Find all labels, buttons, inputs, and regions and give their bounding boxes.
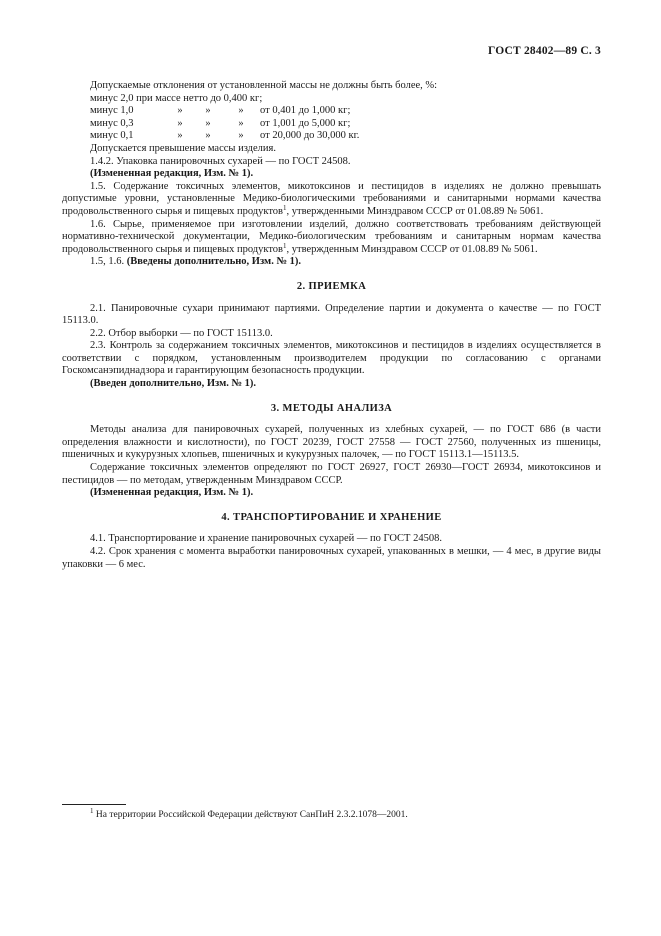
section-heading-acceptance: 2. ПРИЕМКА	[296, 280, 367, 292]
footnote	[90, 809, 408, 822]
clause-1-5: 1.5. Содержание токсичных элементов, микотоксинов и пестицидов в изделиях не должно превышать допустимые уровни, установленные Медико-биологическими требованиями и санитарными нормами качества продовольственного сырья и пищевых продуктов$^1$, утвержденными Минздравом СССР от 01.08.89 № 5061.	[62, 180, 601, 217]
tolerance-label: минус 0,3	[90, 117, 134, 129]
ditto-mark: »	[177, 117, 183, 129]
footnote-text: На территории Российской Федерации действуют СанПиН 2.3.2.1078—2001.	[93, 810, 408, 820]
tolerance-row	[62, 105, 601, 118]
footnote-mark: 1	[90, 807, 94, 815]
tolerance-range: от 0,401 до 1,000 кг;	[260, 105, 351, 117]
clause-1-6: 1.6. Сырье, применяемое при изготовлении изделий, должно соответствовать требованиям действующей нормативно-технической документации, Медико-биологическим требованиям и санитарным нормам качества продовольственного сырья и пищевых продуктов$^1$, утвержденным Минздравом СССР от 01.08.89 № 5061.	[62, 218, 601, 255]
ditto-mark: »	[205, 105, 211, 117]
excess-note: Допускается превышение массы изделия.	[90, 142, 276, 154]
page-header: ГОСТ 28402—89 С. 3	[488, 45, 601, 57]
tolerance-label: минус 1,0	[90, 105, 134, 117]
clause-2-2: 2.2. Отбор выборки — по ГОСТ 15113.0.	[90, 327, 273, 339]
document-body	[62, 80, 601, 571]
methods-paragraph: Методы анализа для панировочных сухарей, полученных из хлебных сухарей, — по ГОСТ 686 (в части определения влажности и кислотности), по ГОСТ 20239, ГОСТ 27558 — ГОСТ 27560, полученных из пшеницы, пшеничных и кукурузных хлопьев, пшеничных и кукурузных палочек, — по ГОСТ 15113.1—15113.5.	[62, 424, 601, 461]
tolerance-label: минус 0,1	[90, 130, 134, 142]
edit-note: (Введен дополнительно, Изм. № 1).	[90, 378, 257, 390]
tolerance-range: от 20,000 до 30,000 кг.	[260, 130, 360, 142]
ditto-mark: »	[205, 117, 211, 129]
tolerance-row	[62, 130, 601, 143]
edit-note: (Измененная редакция, Изм. № 1).	[90, 487, 254, 499]
tolerance-range: от 1,001 до 5,000 кг;	[260, 117, 351, 129]
footnote-ref: 1	[283, 203, 287, 212]
section-heading-transport: 4. ТРАНСПОРТИРОВАНИЕ И ХРАНЕНИЕ	[221, 511, 442, 523]
tolerance-first: минус 2,0 при массе нетто до 0,400 кг;	[90, 92, 263, 104]
ditto-mark: »	[238, 130, 244, 142]
clause-2-3: 2.3. Контроль за содержанием токсичных элементов, микотоксинов и пестицидов в изделиях осуществляется в соответствии с порядком, установленным производителем продукции по согласованию с органами Госкомсанэпиднадзора и гарантирующим безопасность продукции.	[62, 340, 601, 377]
tolerance-intro: Допускаемые отклонения от установленной массы не должны быть более, %:	[90, 80, 438, 91]
ditto-mark: »	[238, 117, 244, 129]
edit-note: (Измененная редакция, Изм. № 1).	[90, 168, 254, 180]
clause-4-2: 4.2. Срок хранения с момента выработки панировочных сухарей, упакованных в мешки, — 4 мес, в другие виды упаковки — 6 мес.	[62, 546, 601, 570]
clause-1-4-2: 1.4.2. Упаковка панировочных сухарей — по ГОСТ 24508.	[90, 155, 351, 167]
section-heading-methods: 3. МЕТОДЫ АНАЛИЗА	[270, 402, 393, 414]
ditto-mark: »	[238, 105, 244, 117]
ditto-mark: »	[177, 130, 183, 142]
footnote-ref: 1	[283, 241, 287, 250]
footnote-divider	[62, 804, 126, 805]
clause-4-1: 4.1. Транспортирование и хранение панировочных сухарей — по ГОСТ 24508.	[90, 533, 442, 545]
clause-2-1: 2.1. Панировочные сухари принимают партиями. Определение партии и документа о качестве — по ГОСТ 15113.0.	[62, 302, 601, 327]
tolerance-row	[62, 118, 601, 131]
ditto-mark: »	[205, 130, 211, 142]
clause-1-5-1-6-note: 1.5, 1.6. (Введены дополнительно, Изм. № 1).	[90, 256, 301, 268]
toxic-paragraph: Содержание токсичных элементов определяют по ГОСТ 26927, ГОСТ 26930—ГОСТ 26934, микотоксинов и пестицидов — по методам, утвержденным Минздравом СССР.	[62, 462, 601, 486]
ditto-mark: »	[177, 105, 183, 117]
